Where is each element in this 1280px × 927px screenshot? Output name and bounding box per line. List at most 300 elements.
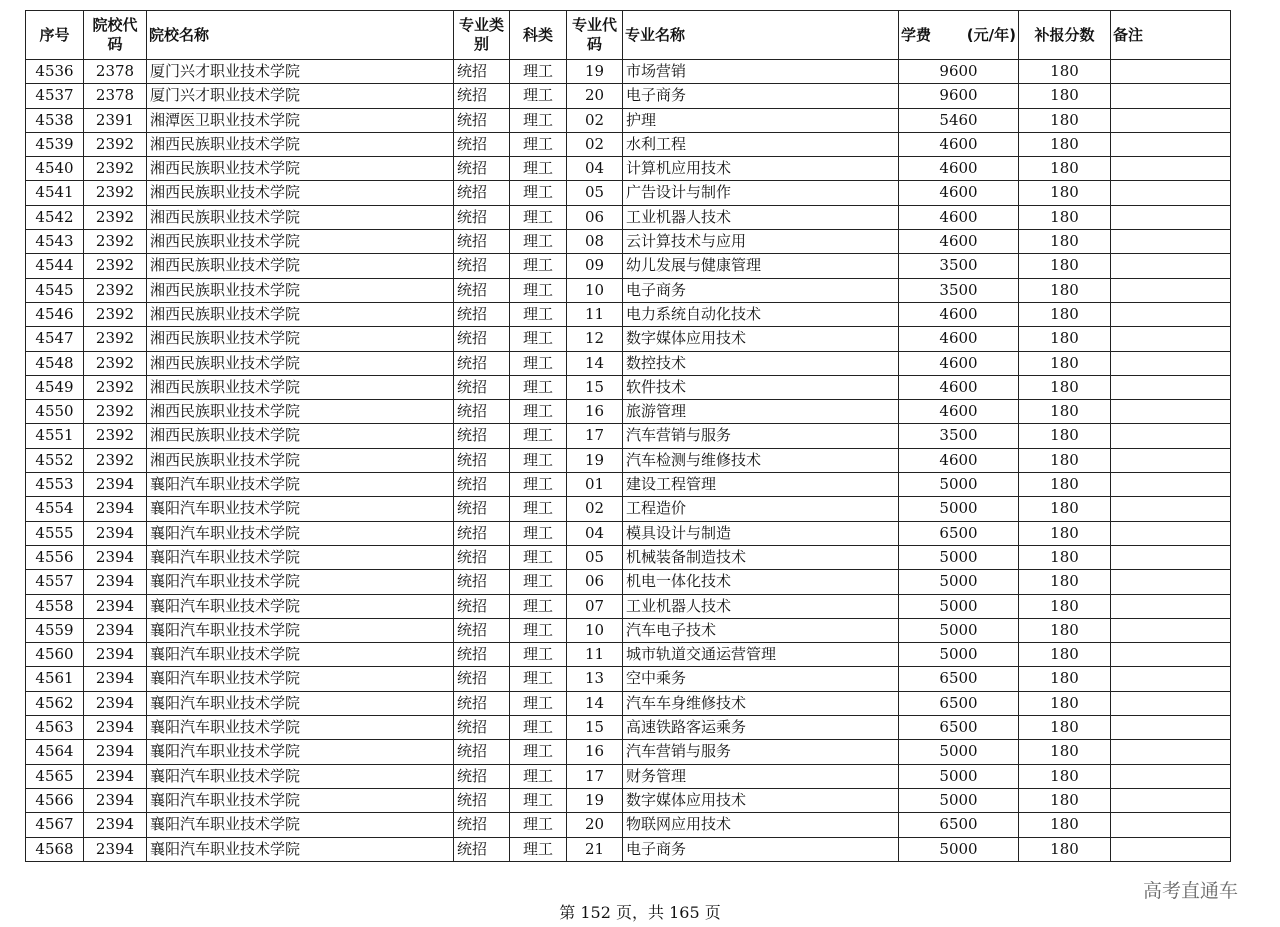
cell-fee: 6500 — [899, 521, 1019, 545]
cell-major-type: 统招 — [454, 764, 510, 788]
cell-fee: 9600 — [899, 60, 1019, 84]
cell-note — [1111, 448, 1231, 472]
cell-seq: 4550 — [26, 400, 84, 424]
table-row — [26, 351, 1231, 375]
cell-school-name: 襄阳汽车职业技术学院 — [147, 813, 454, 837]
cell-subject: 理工 — [510, 157, 567, 181]
cell-score: 180 — [1019, 278, 1111, 302]
cell-major-name: 幼儿发展与健康管理 — [623, 254, 899, 278]
cell-major-name: 财务管理 — [623, 764, 899, 788]
cell-note — [1111, 473, 1231, 497]
cell-major-name: 机械装备制造技术 — [623, 545, 899, 569]
cell-subject: 理工 — [510, 205, 567, 229]
cell-major-code: 20 — [567, 813, 623, 837]
table-row — [26, 618, 1231, 642]
cell-fee: 5000 — [899, 594, 1019, 618]
cell-fee: 4600 — [899, 181, 1019, 205]
cell-major-name: 模具设计与制造 — [623, 521, 899, 545]
cell-major-code: 10 — [567, 618, 623, 642]
cell-school-name: 襄阳汽车职业技术学院 — [147, 691, 454, 715]
cell-school-code: 2392 — [84, 254, 147, 278]
cell-major-code: 15 — [567, 375, 623, 399]
cell-school-code: 2394 — [84, 691, 147, 715]
header-fee-unit: (元/年) — [966, 25, 1016, 44]
cell-fee: 5000 — [899, 837, 1019, 861]
cell-fee: 6500 — [899, 813, 1019, 837]
cell-school-code: 2392 — [84, 327, 147, 351]
cell-major-type: 统招 — [454, 716, 510, 740]
cell-school-code: 2394 — [84, 473, 147, 497]
cell-fee: 4600 — [899, 157, 1019, 181]
cell-school-name: 襄阳汽车职业技术学院 — [147, 497, 454, 521]
header-fee-label: 学费 — [901, 25, 932, 44]
cell-major-name: 机电一体化技术 — [623, 570, 899, 594]
cell-school-code: 2394 — [84, 813, 147, 837]
cell-school-code: 2378 — [84, 60, 147, 84]
cell-major-type: 统招 — [454, 254, 510, 278]
cell-note — [1111, 351, 1231, 375]
cell-school-name: 湘潭医卫职业技术学院 — [147, 108, 454, 132]
cell-subject: 理工 — [510, 473, 567, 497]
cell-fee: 4600 — [899, 132, 1019, 156]
cell-fee: 3500 — [899, 424, 1019, 448]
cell-note — [1111, 327, 1231, 351]
cell-major-type: 统招 — [454, 521, 510, 545]
cell-school-code: 2378 — [84, 84, 147, 108]
cell-score: 180 — [1019, 157, 1111, 181]
cell-major-name: 云计算技术与应用 — [623, 230, 899, 254]
cell-subject: 理工 — [510, 545, 567, 569]
cell-school-name: 湘西民族职业技术学院 — [147, 205, 454, 229]
cell-seq: 4548 — [26, 351, 84, 375]
cell-fee: 5000 — [899, 497, 1019, 521]
cell-fee: 5460 — [899, 108, 1019, 132]
cell-school-name: 湘西民族职业技术学院 — [147, 230, 454, 254]
cell-seq: 4544 — [26, 254, 84, 278]
table-row — [26, 60, 1231, 84]
cell-school-code: 2394 — [84, 497, 147, 521]
cell-school-name: 湘西民族职业技术学院 — [147, 448, 454, 472]
cell-subject: 理工 — [510, 60, 567, 84]
table-row — [26, 521, 1231, 545]
cell-major-name: 汽车检测与维修技术 — [623, 448, 899, 472]
cell-major-name: 水利工程 — [623, 132, 899, 156]
cell-note — [1111, 84, 1231, 108]
cell-school-code: 2394 — [84, 716, 147, 740]
table-row — [26, 132, 1231, 156]
cell-seq: 4539 — [26, 132, 84, 156]
table-row — [26, 254, 1231, 278]
cell-school-name: 襄阳汽车职业技术学院 — [147, 740, 454, 764]
cell-seq: 4545 — [26, 278, 84, 302]
cell-major-name: 汽车营销与服务 — [623, 740, 899, 764]
cell-school-name: 湘西民族职业技术学院 — [147, 302, 454, 326]
cell-major-type: 统招 — [454, 84, 510, 108]
cell-major-type: 统招 — [454, 618, 510, 642]
cell-seq: 4552 — [26, 448, 84, 472]
table-header-row — [26, 11, 1231, 60]
cell-school-name: 襄阳汽车职业技术学院 — [147, 788, 454, 812]
cell-major-code: 16 — [567, 400, 623, 424]
cell-school-name: 湘西民族职业技术学院 — [147, 351, 454, 375]
cell-fee: 5000 — [899, 788, 1019, 812]
cell-subject: 理工 — [510, 278, 567, 302]
cell-note — [1111, 400, 1231, 424]
cell-major-code: 21 — [567, 837, 623, 861]
cell-major-code: 20 — [567, 84, 623, 108]
cell-note — [1111, 594, 1231, 618]
cell-subject: 理工 — [510, 740, 567, 764]
cell-score: 180 — [1019, 473, 1111, 497]
cell-score: 180 — [1019, 716, 1111, 740]
header-major-name: 专业名称 — [623, 11, 899, 60]
cell-seq: 4542 — [26, 205, 84, 229]
cell-note — [1111, 205, 1231, 229]
cell-subject: 理工 — [510, 497, 567, 521]
cell-major-type: 统招 — [454, 302, 510, 326]
cell-major-name: 工业机器人技术 — [623, 594, 899, 618]
table-row — [26, 788, 1231, 812]
cell-score: 180 — [1019, 302, 1111, 326]
cell-major-type: 统招 — [454, 643, 510, 667]
cell-fee: 3500 — [899, 254, 1019, 278]
cell-major-code: 11 — [567, 302, 623, 326]
table-row — [26, 594, 1231, 618]
cell-school-code: 2392 — [84, 424, 147, 448]
cell-score: 180 — [1019, 594, 1111, 618]
cell-score: 180 — [1019, 497, 1111, 521]
table-row — [26, 764, 1231, 788]
cell-seq: 4556 — [26, 545, 84, 569]
cell-subject: 理工 — [510, 813, 567, 837]
cell-school-code: 2394 — [84, 594, 147, 618]
cell-fee: 5000 — [899, 545, 1019, 569]
cell-note — [1111, 788, 1231, 812]
cell-score: 180 — [1019, 643, 1111, 667]
cell-note — [1111, 302, 1231, 326]
cell-major-code: 09 — [567, 254, 623, 278]
table-row — [26, 424, 1231, 448]
cell-school-code: 2392 — [84, 230, 147, 254]
cell-score: 180 — [1019, 327, 1111, 351]
cell-seq: 4555 — [26, 521, 84, 545]
cell-seq: 4564 — [26, 740, 84, 764]
cell-major-name: 电子商务 — [623, 84, 899, 108]
cell-school-code: 2394 — [84, 643, 147, 667]
cell-seq: 4540 — [26, 157, 84, 181]
cell-subject: 理工 — [510, 351, 567, 375]
cell-seq: 4561 — [26, 667, 84, 691]
cell-major-name: 汽车车身维修技术 — [623, 691, 899, 715]
cell-major-name: 汽车营销与服务 — [623, 424, 899, 448]
cell-major-type: 统招 — [454, 108, 510, 132]
cell-school-name: 湘西民族职业技术学院 — [147, 254, 454, 278]
cell-school-code: 2394 — [84, 570, 147, 594]
cell-major-code: 02 — [567, 132, 623, 156]
cell-major-name: 电子商务 — [623, 278, 899, 302]
cell-subject: 理工 — [510, 400, 567, 424]
cell-seq: 4551 — [26, 424, 84, 448]
cell-school-code: 2392 — [84, 302, 147, 326]
cell-subject: 理工 — [510, 84, 567, 108]
table-row — [26, 667, 1231, 691]
cell-fee: 4600 — [899, 327, 1019, 351]
cell-school-code: 2392 — [84, 132, 147, 156]
cell-school-code: 2394 — [84, 667, 147, 691]
cell-subject: 理工 — [510, 691, 567, 715]
cell-school-code: 2392 — [84, 278, 147, 302]
admission-table — [25, 10, 1231, 862]
cell-subject: 理工 — [510, 181, 567, 205]
cell-seq: 4546 — [26, 302, 84, 326]
cell-major-type: 统招 — [454, 691, 510, 715]
cell-subject: 理工 — [510, 108, 567, 132]
table-row — [26, 302, 1231, 326]
cell-seq: 4543 — [26, 230, 84, 254]
cell-major-type: 统招 — [454, 813, 510, 837]
cell-major-code: 14 — [567, 691, 623, 715]
cell-major-type: 统招 — [454, 545, 510, 569]
cell-major-code: 14 — [567, 351, 623, 375]
header-major-type: 专业类别 — [454, 11, 510, 60]
cell-note — [1111, 545, 1231, 569]
cell-major-type: 统招 — [454, 230, 510, 254]
cell-fee: 5000 — [899, 764, 1019, 788]
table-row — [26, 157, 1231, 181]
cell-major-code: 11 — [567, 643, 623, 667]
cell-subject: 理工 — [510, 521, 567, 545]
cell-school-code: 2394 — [84, 837, 147, 861]
cell-major-code: 15 — [567, 716, 623, 740]
table-row — [26, 497, 1231, 521]
cell-school-name: 湘西民族职业技术学院 — [147, 132, 454, 156]
cell-score: 180 — [1019, 570, 1111, 594]
cell-fee: 4600 — [899, 205, 1019, 229]
table-row — [26, 327, 1231, 351]
cell-subject: 理工 — [510, 667, 567, 691]
cell-seq: 4547 — [26, 327, 84, 351]
cell-seq: 4568 — [26, 837, 84, 861]
cell-subject: 理工 — [510, 788, 567, 812]
cell-note — [1111, 691, 1231, 715]
cell-subject: 理工 — [510, 375, 567, 399]
cell-seq: 4538 — [26, 108, 84, 132]
cell-school-code: 2392 — [84, 448, 147, 472]
cell-school-code: 2392 — [84, 205, 147, 229]
cell-school-name: 湘西民族职业技术学院 — [147, 181, 454, 205]
cell-seq: 4541 — [26, 181, 84, 205]
cell-major-code: 08 — [567, 230, 623, 254]
cell-seq: 4563 — [26, 716, 84, 740]
cell-note — [1111, 764, 1231, 788]
cell-note — [1111, 424, 1231, 448]
cell-seq: 4553 — [26, 473, 84, 497]
cell-note — [1111, 716, 1231, 740]
table-row — [26, 545, 1231, 569]
table-row — [26, 837, 1231, 861]
cell-fee: 4600 — [899, 375, 1019, 399]
cell-major-code: 19 — [567, 448, 623, 472]
cell-major-code: 10 — [567, 278, 623, 302]
header-major-code: 专业代码 — [567, 11, 623, 60]
cell-major-type: 统招 — [454, 667, 510, 691]
cell-seq: 4567 — [26, 813, 84, 837]
cell-score: 180 — [1019, 691, 1111, 715]
cell-note — [1111, 740, 1231, 764]
cell-school-code: 2392 — [84, 181, 147, 205]
cell-subject: 理工 — [510, 230, 567, 254]
cell-subject: 理工 — [510, 764, 567, 788]
cell-major-code: 05 — [567, 181, 623, 205]
cell-note — [1111, 643, 1231, 667]
cell-major-type: 统招 — [454, 278, 510, 302]
cell-major-name: 工程造价 — [623, 497, 899, 521]
cell-major-code: 05 — [567, 545, 623, 569]
table-row — [26, 473, 1231, 497]
cell-school-code: 2394 — [84, 788, 147, 812]
cell-major-code: 16 — [567, 740, 623, 764]
cell-major-type: 统招 — [454, 837, 510, 861]
cell-note — [1111, 837, 1231, 861]
table-row — [26, 230, 1231, 254]
header-note: 备注 — [1111, 11, 1231, 60]
cell-major-name: 数字媒体应用技术 — [623, 788, 899, 812]
cell-major-type: 统招 — [454, 788, 510, 812]
cell-score: 180 — [1019, 230, 1111, 254]
cell-note — [1111, 497, 1231, 521]
cell-school-name: 厦门兴才职业技术学院 — [147, 84, 454, 108]
cell-school-name: 湘西民族职业技术学院 — [147, 327, 454, 351]
table-row — [26, 813, 1231, 837]
cell-school-name: 襄阳汽车职业技术学院 — [147, 667, 454, 691]
cell-fee: 6500 — [899, 667, 1019, 691]
cell-seq: 4559 — [26, 618, 84, 642]
cell-note — [1111, 813, 1231, 837]
cell-fee: 4600 — [899, 448, 1019, 472]
cell-subject: 理工 — [510, 618, 567, 642]
cell-score: 180 — [1019, 60, 1111, 84]
cell-school-code: 2392 — [84, 157, 147, 181]
cell-major-name: 空中乘务 — [623, 667, 899, 691]
cell-seq: 4562 — [26, 691, 84, 715]
table-row — [26, 375, 1231, 399]
cell-major-name: 广告设计与制作 — [623, 181, 899, 205]
table-row — [26, 570, 1231, 594]
cell-major-type: 统招 — [454, 375, 510, 399]
cell-major-name: 计算机应用技术 — [623, 157, 899, 181]
cell-score: 180 — [1019, 545, 1111, 569]
cell-school-name: 襄阳汽车职业技术学院 — [147, 521, 454, 545]
cell-seq: 4558 — [26, 594, 84, 618]
cell-major-code: 12 — [567, 327, 623, 351]
cell-fee: 5000 — [899, 740, 1019, 764]
cell-school-name: 湘西民族职业技术学院 — [147, 278, 454, 302]
cell-note — [1111, 570, 1231, 594]
cell-major-type: 统招 — [454, 181, 510, 205]
cell-note — [1111, 254, 1231, 278]
cell-major-code: 04 — [567, 157, 623, 181]
cell-major-type: 统招 — [454, 327, 510, 351]
table-row — [26, 84, 1231, 108]
cell-fee: 4600 — [899, 230, 1019, 254]
table-row — [26, 643, 1231, 667]
cell-major-name: 电力系统自动化技术 — [623, 302, 899, 326]
cell-major-code: 13 — [567, 667, 623, 691]
cell-school-code: 2394 — [84, 618, 147, 642]
cell-major-type: 统招 — [454, 740, 510, 764]
cell-school-name: 湘西民族职业技术学院 — [147, 375, 454, 399]
cell-major-name: 护理 — [623, 108, 899, 132]
table-row — [26, 448, 1231, 472]
cell-major-name: 软件技术 — [623, 375, 899, 399]
cell-school-name: 襄阳汽车职业技术学院 — [147, 473, 454, 497]
cell-school-name: 湘西民族职业技术学院 — [147, 400, 454, 424]
cell-subject: 理工 — [510, 643, 567, 667]
header-school-code: 院校代码 — [84, 11, 147, 60]
cell-school-name: 襄阳汽车职业技术学院 — [147, 716, 454, 740]
cell-note — [1111, 375, 1231, 399]
cell-subject: 理工 — [510, 254, 567, 278]
cell-fee: 4600 — [899, 351, 1019, 375]
cell-score: 180 — [1019, 424, 1111, 448]
cell-fee: 5000 — [899, 570, 1019, 594]
cell-fee: 5000 — [899, 473, 1019, 497]
cell-subject: 理工 — [510, 716, 567, 740]
cell-school-name: 湘西民族职业技术学院 — [147, 157, 454, 181]
cell-major-type: 统招 — [454, 400, 510, 424]
cell-score: 180 — [1019, 764, 1111, 788]
cell-note — [1111, 618, 1231, 642]
cell-major-type: 统招 — [454, 424, 510, 448]
cell-major-code: 06 — [567, 570, 623, 594]
cell-major-name: 市场营销 — [623, 60, 899, 84]
cell-subject: 理工 — [510, 302, 567, 326]
cell-school-code: 2392 — [84, 375, 147, 399]
cell-note — [1111, 667, 1231, 691]
cell-school-name: 厦门兴才职业技术学院 — [147, 60, 454, 84]
header-school-name: 院校名称 — [147, 11, 454, 60]
cell-major-type: 统招 — [454, 157, 510, 181]
cell-note — [1111, 181, 1231, 205]
cell-school-code: 2391 — [84, 108, 147, 132]
cell-fee: 5000 — [899, 618, 1019, 642]
cell-score: 180 — [1019, 181, 1111, 205]
cell-score: 180 — [1019, 788, 1111, 812]
cell-school-code: 2392 — [84, 351, 147, 375]
cell-major-name: 旅游管理 — [623, 400, 899, 424]
cell-major-name: 电子商务 — [623, 837, 899, 861]
table-row — [26, 181, 1231, 205]
cell-major-name: 数控技术 — [623, 351, 899, 375]
cell-score: 180 — [1019, 254, 1111, 278]
cell-seq: 4549 — [26, 375, 84, 399]
cell-major-code: 19 — [567, 788, 623, 812]
table-row — [26, 108, 1231, 132]
cell-major-code: 06 — [567, 205, 623, 229]
cell-school-code: 2392 — [84, 400, 147, 424]
cell-note — [1111, 230, 1231, 254]
cell-subject: 理工 — [510, 424, 567, 448]
cell-score: 180 — [1019, 400, 1111, 424]
cell-score: 180 — [1019, 448, 1111, 472]
cell-fee: 9600 — [899, 84, 1019, 108]
cell-seq: 4554 — [26, 497, 84, 521]
table-row — [26, 400, 1231, 424]
cell-note — [1111, 521, 1231, 545]
table-row — [26, 205, 1231, 229]
cell-major-type: 统招 — [454, 351, 510, 375]
cell-score: 180 — [1019, 837, 1111, 861]
